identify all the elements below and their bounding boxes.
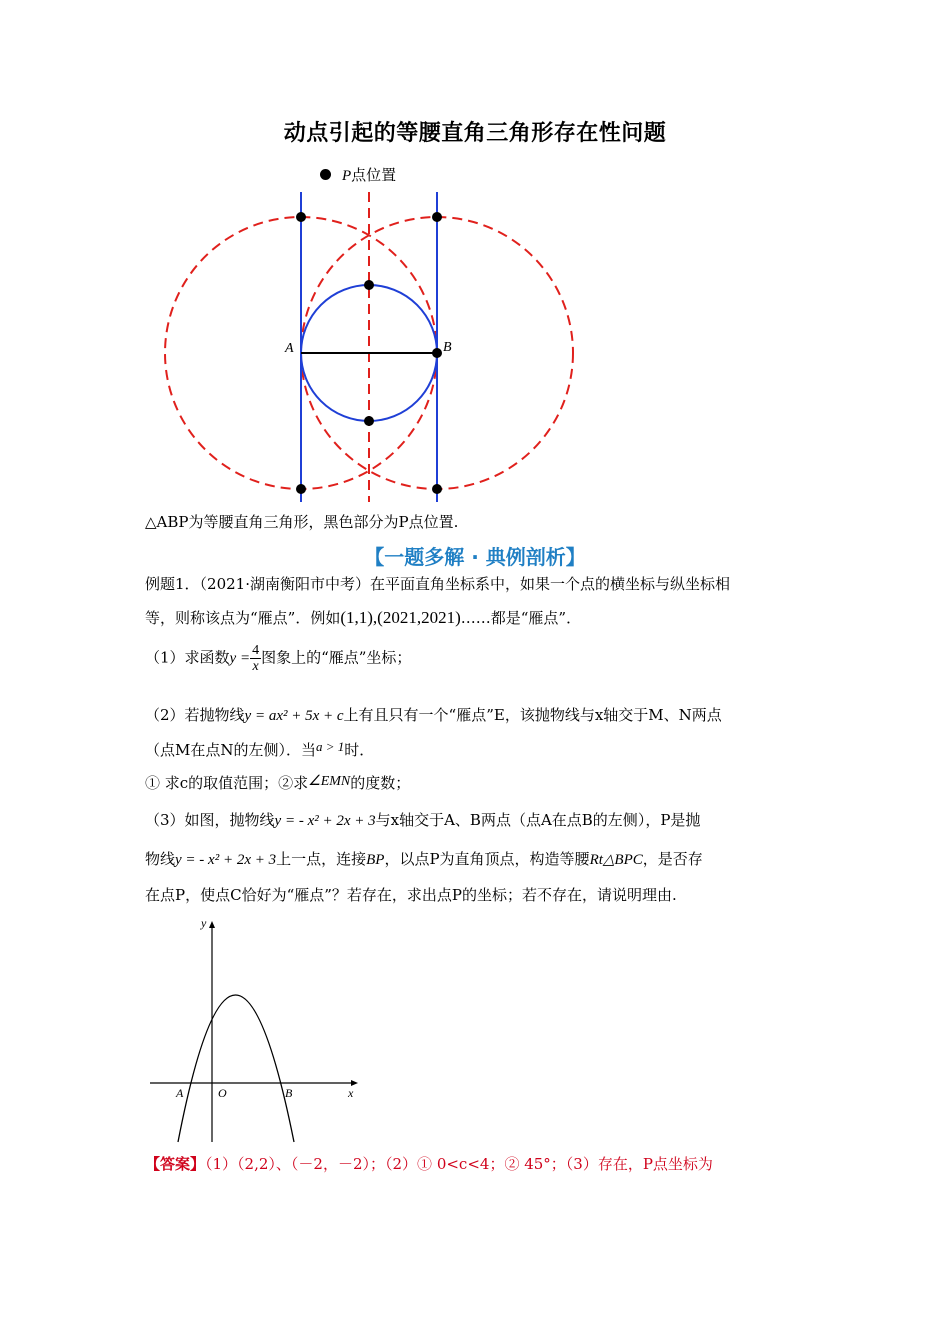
p-point bbox=[296, 212, 306, 222]
legend-dot-icon bbox=[320, 169, 331, 180]
p-point bbox=[432, 348, 442, 358]
p-point bbox=[432, 484, 442, 494]
question-3-line-3: 在点P，使点C恰好为“雁点”？若存在，求出点P的坐标；若不存在，请说明理由. bbox=[145, 886, 677, 904]
origin-label: O bbox=[218, 1086, 227, 1100]
legend-label: P点位置 bbox=[342, 166, 397, 184]
question-2-sub: ① 求c的取值范围；②求∠EMN的度数； bbox=[145, 774, 411, 792]
answer-line: 【答案】（1）（2,2）、（－2，－2）；（2）① 0<c<4；② 45°；（3）存在，P点坐标为 bbox=[145, 1155, 713, 1173]
p-point bbox=[364, 416, 374, 426]
figure-caption: △ABP为等腰直角三角形，黑色部分为P点位置. bbox=[145, 513, 459, 531]
problem-line-1: 例题1．（2021·湖南衡阳市中考）在平面直角坐标系中，如果一个点的横坐标与纵坐标相 bbox=[145, 575, 730, 593]
question-2: （2）若抛物线y = ax² + 5x + c上有且只有一个“雁点”E，该抛物线与x轴交于M、N两点 bbox=[145, 706, 722, 724]
parabola-curve bbox=[178, 995, 294, 1142]
question-1: （1）求函数y = $\frac{4}{x}$ 图象上的“雁点”坐标； bbox=[145, 643, 412, 674]
fraction-4-over-x: $\frac{4}{x}$ bbox=[252, 643, 260, 674]
point-a-label: A bbox=[285, 341, 294, 356]
question-3: （3）如图，抛物线y = - x² + 2x + 3与x轴交于A、B两点（点A在点B的左侧），P是抛 bbox=[145, 811, 701, 829]
section-heading: 【一题多解 · 典例剖析】 bbox=[364, 545, 586, 569]
circle-figure bbox=[150, 185, 590, 505]
p-point bbox=[296, 484, 306, 494]
point-b-label: B bbox=[443, 340, 452, 355]
x-axis-label: x bbox=[348, 1086, 354, 1100]
page-title: 动点引起的等腰直角三角形存在性问题 bbox=[283, 121, 667, 146]
problem-line-2: 等，则称该点为“雁点”．例如(1,1),(2021,2021)……都是“雁点”． bbox=[145, 608, 582, 627]
question-3-line-2: 物线y = - x² + 2x + 3上一点，连接BP，以点P为直角顶点，构造等腰Rt△BPC，是否存 bbox=[145, 850, 703, 868]
p-point bbox=[364, 280, 374, 290]
question-2-line-2: （点M在点N的左侧）．当a > 1时． bbox=[145, 739, 375, 759]
y-axis-label: y bbox=[201, 916, 207, 930]
graph-point-a-label: A bbox=[176, 1086, 184, 1100]
graph-point-b-label: B bbox=[285, 1086, 293, 1100]
p-point bbox=[432, 212, 442, 222]
parabola-graph bbox=[145, 910, 375, 1145]
y-axis-arrow-icon bbox=[209, 921, 215, 928]
